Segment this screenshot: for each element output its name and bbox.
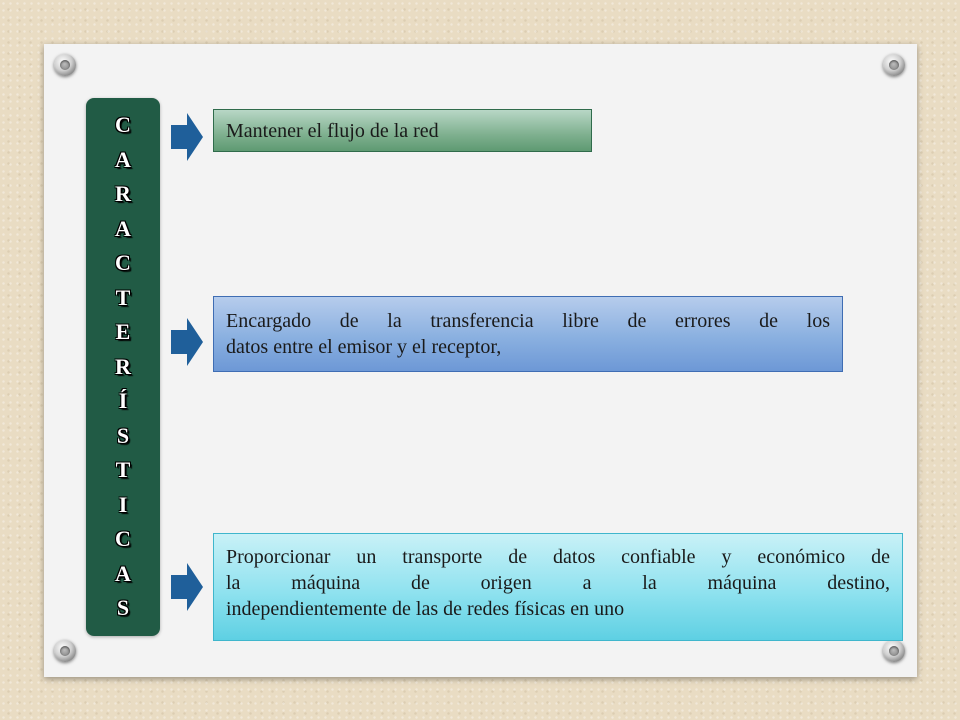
- title-letter: S: [116, 422, 130, 448]
- characteristic-text-line: Proporcionar un transporte de datos confiable y económico de: [226, 546, 890, 568]
- title-letter: A: [115, 146, 131, 172]
- characteristic-box-2: [213, 296, 843, 372]
- pushpin-icon: [883, 54, 905, 76]
- arrow-right-icon: [171, 318, 203, 366]
- title-letter: R: [115, 181, 131, 206]
- title-letter: Í: [118, 388, 128, 413]
- title-letter: T: [115, 284, 131, 310]
- pushpin-icon: [883, 640, 905, 662]
- arrow-right-icon: [171, 113, 203, 161]
- title-letter: C: [115, 250, 131, 275]
- characteristic-text-line: datos entre el emisor y el receptor,: [226, 336, 502, 358]
- characteristic-text: Mantener el flujo de la red: [226, 120, 439, 142]
- vertical-title: [86, 98, 160, 636]
- pushpin-icon: [54, 54, 76, 76]
- title-letter: A: [115, 215, 131, 241]
- title-letter: I: [118, 491, 128, 517]
- characteristic-text-line: la máquina de origen a la máquina destino,: [226, 572, 890, 594]
- title-letter: S: [116, 595, 130, 620]
- characteristic-box-1: [213, 109, 592, 152]
- title-letter: R: [115, 353, 131, 379]
- title-letter: C: [115, 526, 131, 551]
- title-letter: C: [115, 112, 131, 137]
- characteristic-text-line: Encargado de la transferencia libre de errores de los: [226, 310, 830, 332]
- characteristic-text-line: independientemente de las de redes físicas en uno: [226, 598, 625, 620]
- title-letter: T: [115, 457, 131, 482]
- title-letter: E: [115, 319, 131, 344]
- arrow-right-icon: [171, 563, 203, 611]
- title-letter: A: [115, 560, 131, 586]
- characteristic-box-3: [213, 533, 903, 641]
- pushpin-icon: [54, 640, 76, 662]
